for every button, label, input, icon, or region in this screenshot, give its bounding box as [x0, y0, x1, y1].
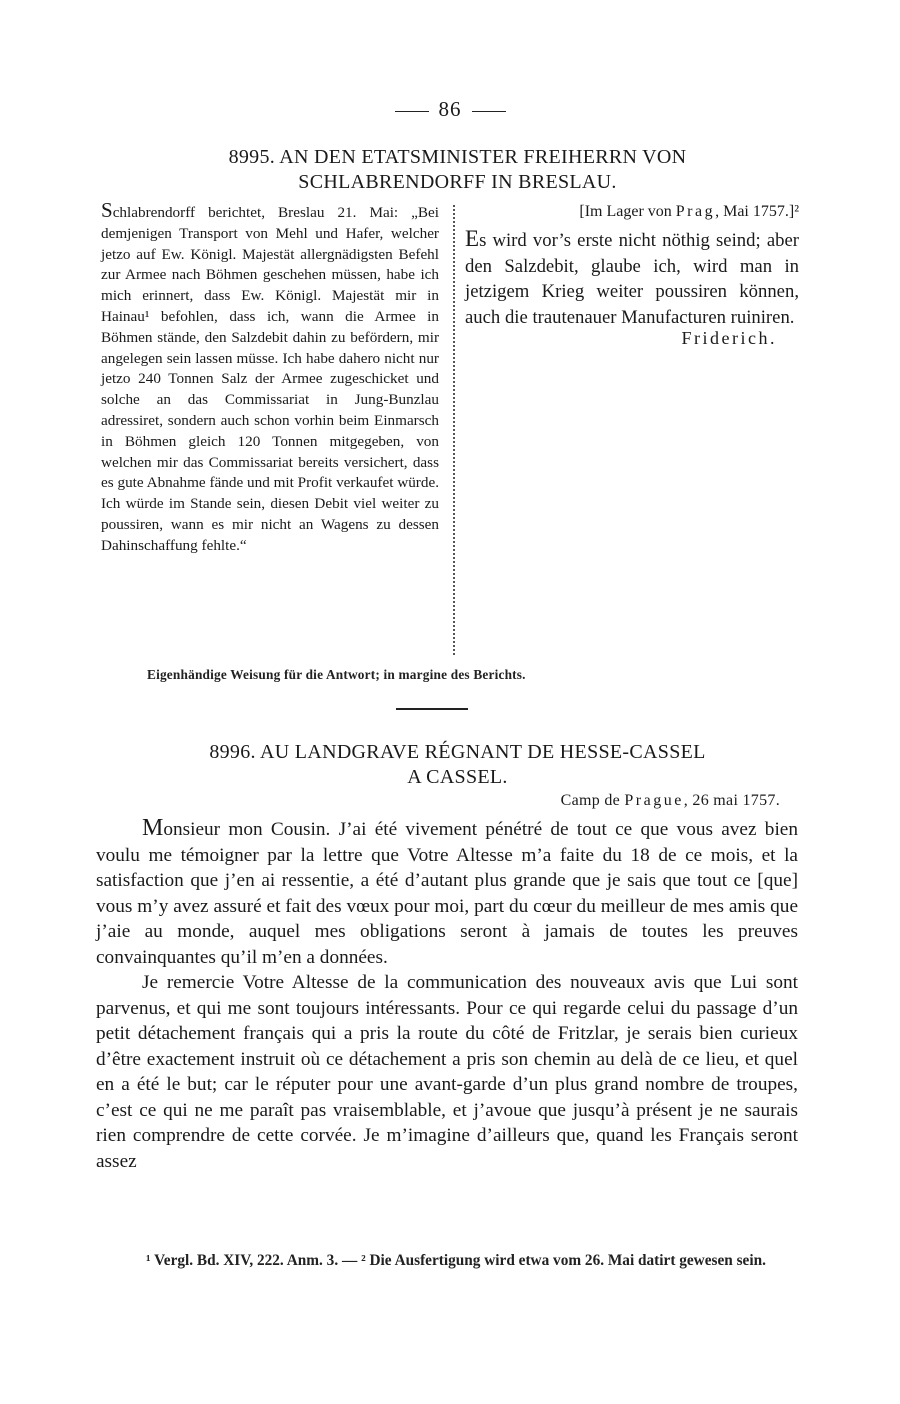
letter-8996-date-pre: Camp de: [560, 792, 625, 809]
reply-column: [465, 200, 799, 349]
reply-initial: E: [465, 226, 480, 251]
letter-8995-heading: [100, 145, 815, 195]
letter-8995-heading-line2: SCHLABRENDORFF IN BRESLAU.: [298, 171, 617, 193]
footnotes: ¹ Vergl. Bd. XIV, 222. Anm. 3. — ² Die Ausfertigung wird etwa vom 26. Mai datirt gewesen sein.: [146, 1252, 766, 1269]
letter-8996-body: [96, 816, 798, 1174]
page-number-rule-left: [395, 111, 429, 112]
editorial-note: Eigenhändige Weisung für die Antwort; in margine des Berichts.: [147, 667, 526, 682]
reply-signature: Friderich.: [681, 328, 777, 348]
letter-8996-heading: [100, 740, 815, 790]
reply-date: [465, 200, 799, 224]
reply-date-pre: [Im Lager von: [579, 203, 676, 220]
body-paragraph-2: Je remercie Votre Altesse de la communication des nouveaux avis que Lui sont parvenus, et qui me sont toujours intéressants. Pour ce qui regarde celui du passage d’un petit détachement français qui a pris la route du côté de Fritzlar, je serais bien curieux d’être exactement instruit où ce détachement a pris son chemin au delà de ce lieu, et quel en a été le but; car le réputer pour une avant-garde d’un plus grand nombre de troupes, c’est ce qui ne me paraît pas vraisemblable, et j’avoue que jusqu’à présent je ne saurais rien comprendre de cette corvée. Je m’imagine d’ailleurs que, quand les Français seront assez: [96, 972, 798, 1172]
body-paragraph-1-text: onsieur mon Cousin. J’ai été vivement pénétré de tout ce que vous avez bien voulu me témoigner par la lettre que Votre Altesse m’a faite du 18 de ce mois, et la satisfaction que j’en ai ressentie, a été d’autant plus grande que je sais que tout ce [que] vous m’y avez assuré et fait des vœux pour moi, part du cœur du meilleur de mes amis que j’aie au monde, auquel mes obligations seront à jamais de toutes les preuves convainquantes qu’il m’en a données.: [96, 819, 798, 968]
column-divider: [453, 205, 455, 655]
letter-8996-heading-line1: 8996. AU LANDGRAVE RÉGNANT DE HESSE-CASSEL: [209, 741, 706, 763]
report-text: chlabrendorff berichtet, Breslau 21. Mai: „Bei demjenigen Transport von Mehl und Hafer, welcher jetzo auf Ew. Königl. Majestät allergnädigsten Befehl zur Armee nach Böhmen geschehen müssen, habe ich mich erinnert, dass Ew. Königl. Majestät mir in Hainau¹ befohlen, dass ich, wann die Armee in Böhmen stände, den Salzdebit dahin zu befördern, mir angelegen sein lassen müsse. Ich habe dahero nicht nur jetzo 240 Tonnen Salz der Armee zugeschicket und solche an das Commissariat in Jung-Bunzlau adressiret, sondern auch schon vorhin beim Einmarsch in Böhmen gleich 120 Tonnen mitgegeben, von welchen mir das Commissariat bereits versichert, dass es gute Abnahme fände und mit Profit verkaufet würde. Ich würde im Stande sein, diesen Debit viel weiter zu poussiren, wann es mir nicht an Wagens zu dessen Dahinschaffung fehlte.“: [101, 204, 439, 554]
body-paragraph-1: [96, 816, 798, 970]
letter-8996-date-post: , 26 mai 1757.: [683, 792, 780, 809]
reply-text-block: [465, 226, 799, 330]
letter-8996-date: [430, 792, 780, 810]
page-number-rule-right: [472, 111, 506, 112]
body-initial: M: [142, 815, 164, 841]
report-initial: S: [101, 198, 113, 222]
letter-8995-heading-line1: 8995. AN DEN ETATSMINISTER FREIHERRN VON: [228, 146, 687, 168]
page-number: [0, 97, 900, 122]
reply-date-place: Prag: [675, 203, 716, 220]
report-summary: [101, 200, 439, 557]
reply-date-post: , Mai 1757.]²: [715, 203, 799, 220]
letter-8996-heading-line2: A CASSEL.: [407, 766, 508, 788]
letter-8996-date-place: Prague: [624, 792, 684, 809]
reply-text: s wird vor’s erste nicht nöthig seind; aber den Salzdebit, glaube ich, wird man in jetzigem Krieg weiter poussiren können, auch die trautenauer Manufacturen ruiniren.: [465, 230, 799, 328]
section-separator: [396, 708, 468, 710]
page-number-text: 86: [438, 97, 462, 121]
